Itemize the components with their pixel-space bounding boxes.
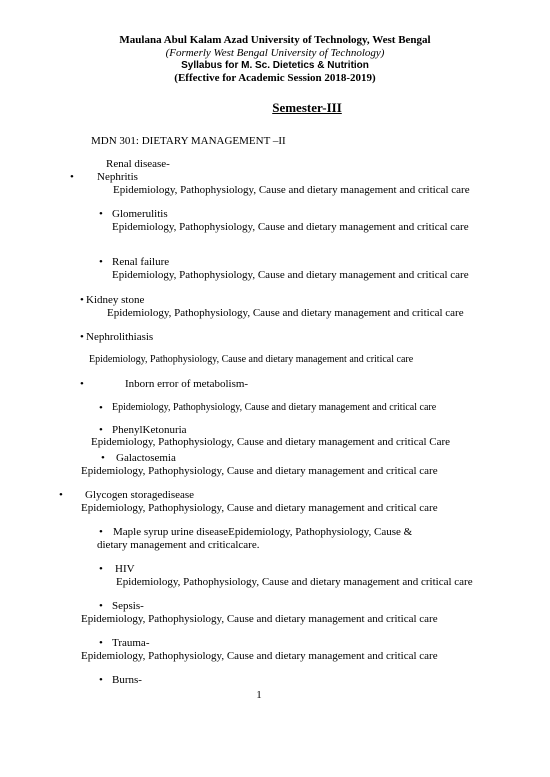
inborn-error-description: Epidemiology, Pathophysiology, Cause and dietary management and critical care — [112, 402, 437, 413]
bullet-icon: • — [101, 452, 105, 464]
bullet-icon: • — [99, 208, 103, 220]
bullet-icon: • — [99, 424, 103, 436]
nephritis-label: Nephritis — [97, 171, 138, 183]
sepsis-description: Epidemiology, Pathophysiology, Cause and dietary management and critical care — [81, 613, 438, 625]
inborn-error-heading: Inborn error of metabolism- — [125, 378, 249, 390]
bullet-icon: • — [80, 331, 84, 343]
nephrolithiasis-description: Epidemiology, Pathophysiology, Cause and dietary management and critical care — [89, 354, 414, 365]
bullet-icon: • — [80, 294, 84, 306]
renal-failure-description: Epidemiology, Pathophysiology, Cause and dietary management and critical care — [112, 269, 469, 281]
bullet-icon: • — [99, 526, 103, 538]
hiv-description: Epidemiology, Pathophysiology, Cause and dietary management and critical care — [116, 576, 473, 588]
bullet-icon: • — [99, 563, 103, 575]
bullet-icon: • — [99, 637, 103, 649]
bullet-icon: • — [99, 600, 103, 612]
maple-syrup-description: dietary management and criticalcare. — [97, 539, 260, 551]
bullet-icon: • — [99, 402, 103, 414]
trauma-label: Trauma- — [112, 637, 150, 649]
trauma-description: Epidemiology, Pathophysiology, Cause and dietary management and critical care — [81, 650, 438, 662]
renal-disease-heading: Renal disease- — [106, 158, 170, 170]
maple-syrup-label: Maple syrup urine diseaseEpidemiology, Pathophysiology, Cause & — [113, 526, 413, 538]
glomerulitis-description: Epidemiology, Pathophysiology, Cause and dietary management and critical care — [112, 221, 469, 233]
bullet-icon: • — [80, 378, 84, 390]
phenylketonuria-label: PhenylKetonuria — [112, 424, 187, 436]
page-number: 1 — [256, 689, 262, 701]
glycogen-storage-description: Epidemiology, Pathophysiology, Cause and dietary management and critical care — [81, 502, 438, 514]
galactosemia-label: Galactosemia — [116, 452, 176, 464]
university-name: Maulana Abul Kalam Azad University of Technology, West Bengal — [119, 34, 431, 46]
bullet-icon: • — [99, 674, 103, 686]
hiv-label: HIV — [115, 563, 135, 575]
syllabus-title: Syllabus for M. Sc. Dietetics & Nutrition — [181, 60, 369, 71]
phenylketonuria-description: Epidemiology, Pathophysiology, Cause and dietary management and critical Care — [91, 436, 451, 448]
renal-failure-label: Renal failure — [112, 256, 170, 268]
glycogen-storage-label: Glycogen storagedisease — [85, 489, 195, 501]
nephritis-description: Epidemiology, Pathophysiology, Cause and dietary management and critical care — [113, 184, 470, 196]
academic-session: (Effective for Academic Session 2018-2019) — [174, 72, 376, 84]
bullet-icon: • — [59, 489, 63, 501]
kidney-stone-label: Kidney stone — [86, 294, 145, 306]
sepsis-label: Sepsis- — [112, 600, 144, 612]
bullet-icon: • — [99, 256, 103, 268]
galactosemia-description: Epidemiology, Pathophysiology, Cause and dietary management and critical care — [81, 465, 438, 477]
burns-label: Burns- — [112, 674, 142, 686]
nephrolithiasis-label: Nephrolithiasis — [86, 331, 154, 343]
kidney-stone-description: Epidemiology, Pathophysiology, Cause and dietary management and critical care — [107, 307, 464, 319]
semester-heading: Semester-III — [272, 100, 342, 115]
former-name: (Formerly West Bengal University of Technology) — [165, 47, 385, 59]
bullet-icon: • — [70, 171, 74, 183]
glomerulitis-label: Glomerulitis — [112, 208, 168, 220]
course-title: MDN 301: DIETARY MANAGEMENT –II — [91, 135, 286, 147]
